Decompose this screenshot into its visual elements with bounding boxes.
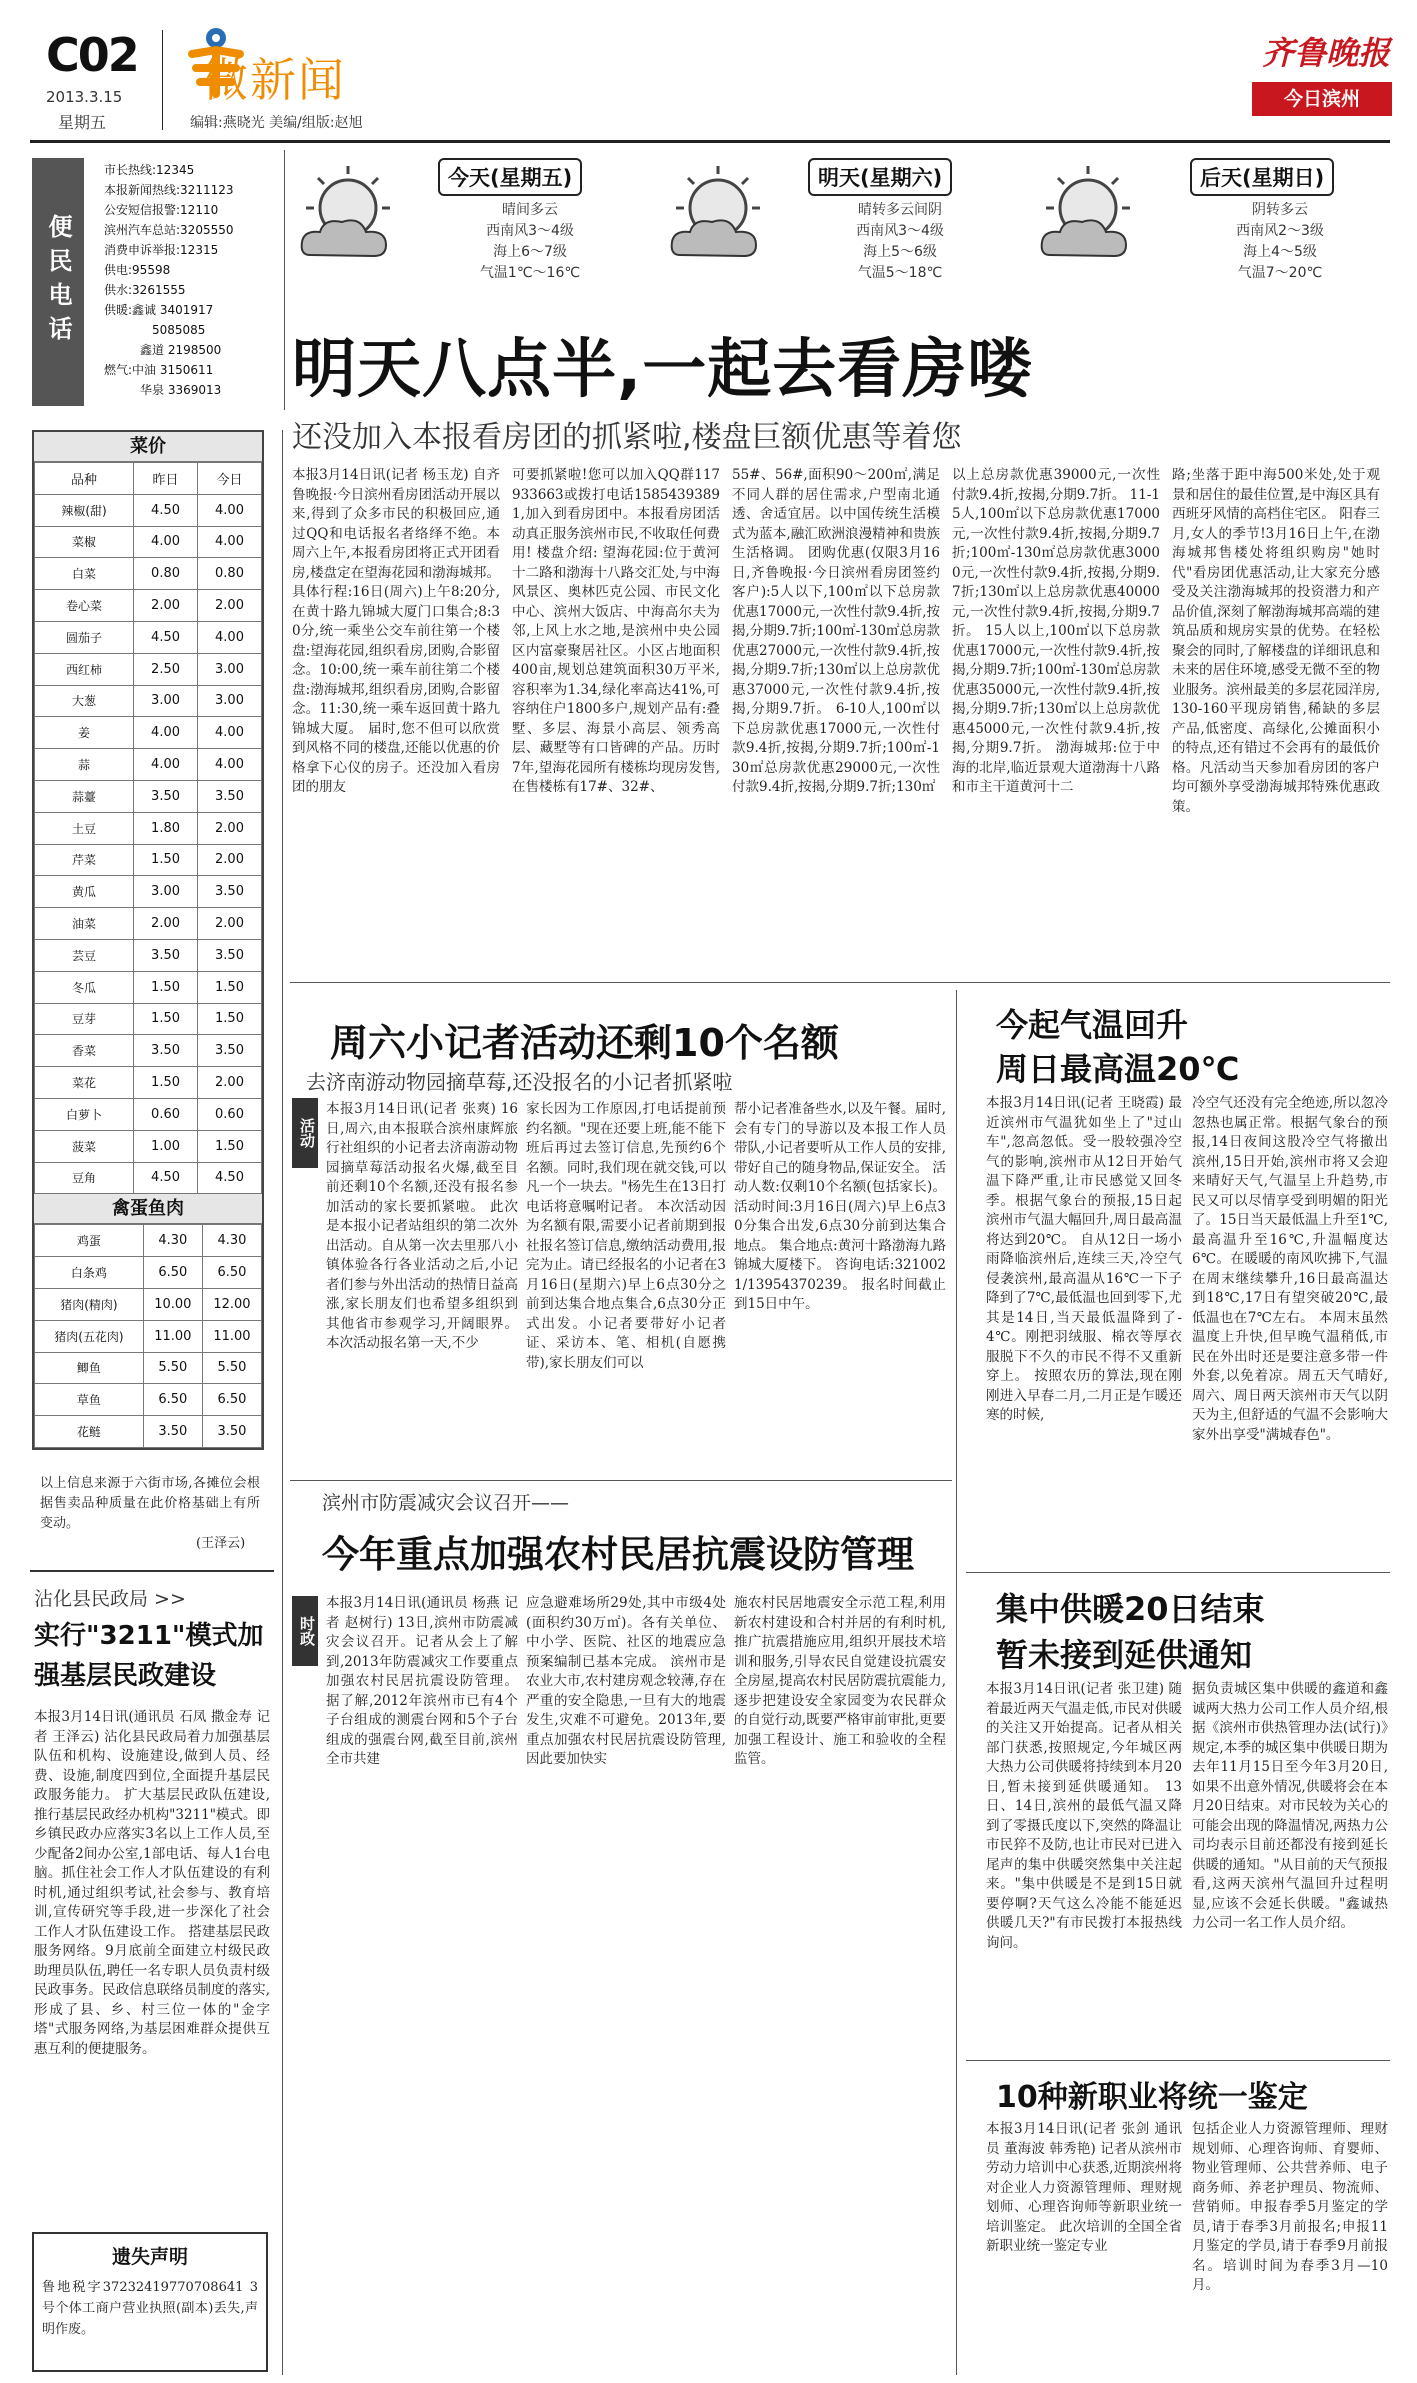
price-note: 以上信息来源于六街市场,各摊位会根据售卖品种质量在此价格基础上有所变动。 [40,1476,260,1531]
price-yesterday: 4.30 [143,1225,202,1257]
weather-day-after-label: 后天(星期日) [1190,158,1334,196]
price-item-name: 大葱 [35,685,134,717]
price-today: 2.00 [198,844,262,876]
weather-condition: 阴转多云 [1252,202,1308,218]
price-item-name: 鸡蛋 [35,1225,144,1257]
weather-wind: 西南风3～4级 [486,223,574,239]
weather-today-label: 今天(星期五) [438,158,582,196]
price-yesterday: 0.60 [134,1098,198,1130]
price-today: 3.50 [198,780,262,812]
price-yesterday: 3.50 [134,939,198,971]
temp-headline-2: 周日最高温20℃ [996,1050,1240,1088]
price-row [35,749,262,781]
price-yesterday: 4.50 [134,621,198,653]
price-item-name: 黄瓜 [35,876,134,908]
zhanhua-kicker: 沾化县民政局 >> [34,1588,186,1610]
heating-headline-1: 集中供暖20日结束 [996,1590,1265,1628]
price-yesterday: 1.80 [134,812,198,844]
weather-tomorrow-label: 明天(星期六) [808,158,952,196]
price-item-name: 猪肉(五花肉) [35,1320,144,1352]
hotline-item: 滨州汽车总站:3205550 [104,223,234,237]
price-yesterday: 4.50 [134,494,198,526]
price-yesterday: 3.50 [134,1035,198,1067]
page-weekday: 星期五 [58,113,107,132]
price-yesterday: 1.50 [134,1003,198,1035]
price-item-name: 蒜 [35,749,134,781]
heating-col-1: 本报3月14日讯(记者 张卫建) 随着最近两天气温走低,市民对供暖的关注又开始提高。记者从相关部门获悉,按照规定,今年城区两大热力公司供暖将持续到本月20日,暂未接到延供暖通知。 13日、14日,滨州的最低气温又降到了零摄氏度以下,突然的降温让市民猝不及防,也让市民对已进入尾声的集中供暖突然集中关注起来。"集中供暖是不是到15日就要停啊?天气这么冷能不能延迟供暖几天?"有市民拨打本报热线询问。 [986,1681,1182,1951]
lead-col-5: 路;坐落于距中海500米处,处于观景和居住的最佳位置,是中海区具有西班牙风情的高档住宅区。 阳春三月,女人的季节!3月16日上午,在渤海城邦售楼处将组织购房"她时代"看房团优惠活动,让大家充分感受及关注渤海城邦的投资潜力和产品价值,深刻了解渤海城邦高端的建筑品质和规房实景的优势。在轻松聚会的同时,了解楼盘的详细讯息和未来的居住环境,感受无微不至的物业服务。滨州最美的多层花园洋房,130-160平现房销售,稀缺的多层产品,低密度、高绿化,公摊面积小的特点,还有错过不会再有的最低价格。凡活动当天参加看房团的客户均可额外享受渤海城邦特殊优惠政策。 [1172,467,1380,815]
price-header-row [35,463,262,495]
jobs-col-2: 包括企业人力资源管理师、理财规划师、心理咨询师、育婴师、物业管理师、公共营养师、电子商务师、养老护理员、物流师、营销师。申报春季5月鉴定的学员,请于春季3月前报名;申报11月鉴定的学员,请于春季9月前报名。培训时间为春季3月—10月。 [1192,2121,1388,2293]
page-date: 2013.3.15 [46,88,123,106]
weather-today [290,150,635,290]
kids-subheadline: 去济南游动物园摘草莓,还没报名的小记者抓紧啦 [306,1070,733,1094]
hotline-item: 鑫道 2198500 [140,343,222,357]
price-yesterday: 2.00 [134,908,198,940]
price-item-name: 卷心菜 [35,590,134,622]
price-today: 0.80 [198,558,262,590]
hotline-item: 公安短信报警:12110 [104,203,219,217]
lead-col-4: 以上总房款优惠39000元,一次性付款9.4折,按揭,分期9.7折。 11-15人,100㎡以下总房款优惠17000元,一次性付款9.4折,按揭,分期9.7折;100㎡-130㎡总房款优惠30000元,一次性付款9.4折,按揭,分期9.7折;130㎡以上总房款优惠40000元,一次性付款9.4折,按揭,分期9.7折。 15人以上,100㎡以下总房款优惠17000元,一次性付款9.4折,按揭,分期9.7折;100㎡-130㎡总房款优惠35000元,一次性付款9.4折,按揭,分期9.7折;130㎡以上总房款优惠45000元,一次性付款9.4折,按揭,分期9.7折。 渤海城邦:位于中海的北岸,临近景观大道渤海十八路和市主干道黄河十二 [952,467,1160,795]
weather-condition: 晴间多云 [502,202,558,218]
hotline-item: 燃气:中油 3150611 [104,363,214,377]
price-yesterday: 4.50 [134,1162,198,1194]
hotline-item: 市长热线:12345 [104,163,195,177]
price-today: 5.50 [202,1352,261,1384]
price-item-name: 辣椒(甜) [35,494,134,526]
sun-cloud-icon [1030,160,1150,270]
meat-table-title: 禽蛋鱼肉 [34,1194,262,1224]
price-row [35,1162,262,1194]
quake-headline: 今年重点加强农村民居抗震设防管理 [322,1533,914,1576]
price-item-name: 菠菜 [35,1130,134,1162]
quake-col-2: 应急避难场所29处,其中市级4处(面积约30万㎡)。各有关单位、中小学、医院、社区的地震应急预案编制已基本完成。 滨州市是农业大市,农村建房观念较薄,存在严重的安全隐患,一旦有大的地震发生,灾难不可避免。2013年,要重点加强农村民居抗震设防管理,因此要加快实 [526,1595,726,1767]
lead-col-2: 可要抓紧啦!您可以加入QQ群117933663或拨打电话15854393891,加入到看房团中。本报看房团活动真正服务滨州市民,不收取任何费用! 楼盘介绍: 望海花园:位于黄河十二路和渤海十八路交汇处,与中海风景区、奥林匹克公园、市民文化中心、滨州大饭店、中海高尔夫为邻,上风上水之地,是滨州中央公园区内富豪聚居社区。小区占地面积400亩,规划总建筑面积30万平米,容积率为1.34,绿化率高达41%,可容纳住户1800多户,规划产品有:叠墅、多层、海景小高层、领秀高层、藏墅等有口皆碑的产品。历时7年,望海花园所有楼栋均现房发售,在售楼栋有17#、32#、 [512,467,720,795]
price-today: 4.00 [198,749,262,781]
price-item-name: 花鲢 [35,1416,144,1448]
price-today: 1.50 [198,1130,262,1162]
price-row [35,1130,262,1162]
politics-tag: 时政 [292,1596,318,1666]
price-yesterday: 2.50 [134,653,198,685]
lead-col-3: 55#、56#,面积90～200㎡,满足不同人群的居住需求,户型南北通透、舍适宜居。以中国传统生活模式为蓝本,融汇欧洲浪漫精神和贵族生活格调。 团购优惠(仅限3月16日,齐鲁晚报·今日滨州看房团签约客户):5人以下,100㎡以下总房款优惠17000元,一次性付款9.4折,按揭,分期9.7折;100㎡-130㎡总房款优惠27000元,一次性付款9.4折,按揭,分期9.7折;130㎡以上总房款优惠37000元,一次性付款9.4折,按揭,分期9.7折。 6-10人,100㎡以下总房款优惠17000元,一次性付款9.4折,按揭,分期9.7折;100㎡-130㎡总房款优惠29000元,一次性付款9.4折,按揭,分期9.7折;130㎡ [732,467,940,795]
price-row [35,1416,262,1448]
activity-tag: 活动 [292,1098,318,1168]
price-author: (王泽云) [196,1536,246,1551]
price-item-name: 白菜 [35,558,134,590]
price-item-name: 冬瓜 [35,971,134,1003]
weather-sea: 海上5～6级 [863,244,937,260]
loss-notice-title: 遗失声明 [111,2246,188,2268]
zhanhua-headline: 实行"3211"模式加强基层民政建设 [34,1621,264,1691]
kids-col-1: 本报3月14日讯(记者 张爽) 16日,周六,由本报联合滨州康辉旅行社组织的小记者去济南游动物园摘草莓活动报名火爆,截至目前还剩10个名额,还没有报名参加活动的家长要抓紧啦。 此次是本报小记者站组织的第二次外出活动。自从第一次去里那八小镇体验各行各业活动之后,小记者们参与外出活动的热情日益高涨,家长朋友们也希望多组织到其他省市参观学习,开阔眼界。本次活动报名第一天,不少 [326,1101,518,1351]
price-today: 2.00 [198,812,262,844]
weather-day-after [1030,150,1390,290]
hotline-item: 供水:3261555 [104,283,186,297]
price-today: 6.50 [202,1384,261,1416]
quake-col-3: 施农村民居地震安全示范工程,利用新农村建设和合村并居的有利时机,推广抗震措施应用,组织开展技术培训和服务,引导农民自觉建设抗震安全房屋,提高农村民居防震抗震能力,逐步把建设安全家园变为农民群众的自觉行动,既要严格审前审批,更要加强工程设计、施工和验收的全程监管。 [734,1595,946,1767]
price-item-name: 鲫鱼 [35,1352,144,1384]
price-today: 4.50 [198,1162,262,1194]
price-today: 0.60 [198,1098,262,1130]
price-row [35,558,262,590]
price-item-name: 猪肉(精肉) [35,1288,144,1320]
price-row [35,908,262,940]
price-header-cell: 昨日 [134,463,198,495]
zhanhua-body: 本报3月14日讯(通讯员 石凤 撒金寿 记者 王泽云) 沾化县民政局着力加强基层队伍和机构、设施建设,做到人员、经费、设施,制度四到位,全面提升基层民政服务能力。 扩大基层民政队伍建设,推行基层民政经办机构"3211"模式。即乡镇民政办应落实3名以上工作人员,至少配备2间办公室,1部电话、每人1台电脑。抓住社会工作人才队伍建设的有利时机,通过组织考试,社会参与、教育培训,宣传研究等手段,进一步深化了社会工作人才队伍建设工作。 搭建基层民政服务网络。9月底前全面建立村级民政助理员队伍,聘任一名专职人员负责村级民政事务。民政信息联络员制度的落实,形成了县、乡、村三位一体的"金字塔"式服务网络,为基层困难群众提供互惠互利的便捷服务。 [34,1709,270,2057]
price-item-name: 白萝卜 [35,1098,134,1130]
loss-notice-body: 鲁地税字37232419770708641 3号个体工商户营业执照(副本)丢失,声明作废。 [42,2280,258,2337]
heating-col-2: 据负责城区集中供暖的鑫道和鑫诚两大热力公司工作人员介绍,根据《滨州市供热管理办法(试行)》规定,本季的城区集中供暖日期为去年11月15日至今年3月20日,如果不出意外情况,供暖将会在本月20日结束。对市民较为关心的可能会出现的降温情况,两热力公司均表示目前还都没有接到延长供暖的通知。"从目前的天气预报看,这两天滨州气温回升过程明显,应该不会延长供暖。"鑫诚热力公司一名工作人员介绍。 [1192,1681,1388,1931]
price-yesterday: 3.00 [134,876,198,908]
weather-temp: 气温1℃～16℃ [479,265,581,281]
price-row [35,1067,262,1099]
price-row [35,653,262,685]
price-row [35,717,262,749]
price-row [35,1098,262,1130]
price-today: 3.50 [198,939,262,971]
price-item-name: 姜 [35,717,134,749]
loss-notice [32,2232,268,2372]
price-today: 6.50 [202,1257,261,1289]
price-yesterday: 1.50 [134,971,198,1003]
kids-col-3: 帮小记者准备些水,以及午餐。届时,会有专门的导游以及本报工作人员带队,小记者要听从工作人员的安排,带好自己的随身物品,保证安全。 活动人数:仅剩10个名额(包括家长)。 活动时间:3月16日(周六)早上6点30分集合出发,6点30分前到达集合地点。 集合地点:黄河十路渤海九路锦城大厦楼下。 咨询电话:3210021/13954370239。 报名时间截止到15日中午。 [734,1101,946,1312]
section-logo [182,24,452,107]
price-item-name: 芸豆 [35,939,134,971]
price-item-name: 豆芽 [35,1003,134,1035]
hotline-label: 便民电话 [32,158,84,406]
price-yesterday: 10.00 [143,1288,202,1320]
price-item-name: 芹菜 [35,844,134,876]
price-today: 3.00 [198,685,262,717]
page-number: C02 [46,28,138,82]
hotline-item: 供电:95598 [104,263,171,277]
price-header-cell: 品种 [35,463,134,495]
price-table-title: 菜价 [34,432,262,462]
price-row [35,1225,262,1257]
price-today: 3.50 [198,876,262,908]
price-item-name: 土豆 [35,812,134,844]
price-today: 2.00 [198,908,262,940]
hotline-item: 5085085 [152,323,206,337]
price-today: 12.00 [202,1288,261,1320]
weather-wind: 西南风2～3级 [1236,223,1324,239]
price-row [35,621,262,653]
price-yesterday: 2.00 [134,590,198,622]
hotline-item: 本报新闻热线:3211123 [104,183,234,197]
price-item-name: 菜椒 [35,526,134,558]
price-row [35,971,262,1003]
price-row [35,1320,262,1352]
price-today: 4.00 [198,526,262,558]
quake-col-1: 本报3月14日讯(通讯员 杨燕 记者 赵树行) 13日,滨州市防震减灾会议召开。记者从会上了解到,2013年防震减灾工作要重点加强农村民居抗震设防管理。 据了解,2012年滨州市已有4个子台组成的测震台网和5个子台组成的强震台网,截至目前,滨州全市共建 [326,1595,518,1767]
heating-headline-2: 暂未接到延供通知 [996,1636,1253,1674]
price-item-name: 蒜薹 [35,780,134,812]
price-row [35,494,262,526]
price-item-name: 豆角 [35,1162,134,1194]
price-row [35,526,262,558]
price-item-name: 圆茄子 [35,621,134,653]
price-yesterday: 6.50 [143,1257,202,1289]
price-today: 3.50 [198,1035,262,1067]
weather-sea: 海上4～5级 [1243,244,1317,260]
price-yesterday: 5.50 [143,1352,202,1384]
lead-subheadline: 还没加入本报看房团的抓紧啦,楼盘巨额优惠等着您 [292,420,962,455]
lead-col-1: 本报3月14日讯(记者 杨玉龙) 自齐鲁晚报·今日滨州看房团活动开展以来,得到了众多市民的积极回应,通过QQ和电话报名者络绎不绝。本周六上午,本报看房团将正式开团看房,楼盘定在望海花园和渤海城邦。 具体行程:16日(周六)上午8:20分,在黄十路九锦城大厦门口集合;8:30分,统一乘坐公交车前往第一个楼盘:望海花园,组织看房,团购,合影留念。10:00,统一乘车前往第二个楼盘:渤海城邦,组织看房,团购,合影留念。11:30,统一乘车返回黄十路九锦城大厦。 届时,您不但可以欣赏到风格不同的楼盘,还能以优惠的价格拿下心仪的房子。还没加入看房团的朋友 [292,467,500,795]
weather-sea: 海上6～7级 [493,244,567,260]
price-today: 2.00 [198,590,262,622]
weather-condition: 晴转多云间阴 [858,202,942,218]
price-row [35,812,262,844]
editors-line: 编辑:燕晓光 美编/组版:赵旭 [190,115,363,131]
price-row [35,1384,262,1416]
price-today: 1.50 [198,1003,262,1035]
price-yesterday: 11.00 [143,1320,202,1352]
price-today: 2.00 [198,1067,262,1099]
hotline-item: 供暖:鑫诚 3401917 [104,303,214,317]
price-row [35,1288,262,1320]
price-today: 11.00 [202,1320,261,1352]
temp-col-2: 冷空气还没有完全绝迹,所以忽冷忽热也属正常。根据气象台的预报,14日夜间这股冷空气将撤出滨州,15日开始,滨州市将又会迎来晴好天气,气温呈上升趋势,市民又可以尽情享受到明媚的阳光了。15日当天最低温上升至1℃,最高温升至16℃,升温幅度达6℃。在暖暖的南风吹拂下,气温在周末继续攀升,16日最高温达到18℃,17日有望突破20℃,最低温也在7℃左右。 本周末虽然温度上升快,但早晚气温稍低,市民在外出时还是要注意多带一件外套,以免着凉。周五天气晴好,周六、周日两天滨州市天气以阴天为主,但舒适的气温不会影响大家外出享受"满城春色"。 [1192,1095,1388,1443]
price-row [35,590,262,622]
temp-headline-1: 今起气温回升 [996,1006,1189,1044]
price-today: 4.00 [198,621,262,653]
edition-badge: 今日滨州 [1252,82,1392,116]
hotline-list [104,160,272,400]
jobs-headline: 10种新职业将统一鉴定 [996,2080,1308,2115]
jobs-col-1: 本报3月14日讯(记者 张剑 通讯员 董海波 韩秀艳) 记者从滨州市劳动力培训中心获悉,近期滨州将对企业人力资源管理师、理财规划师、心理咨询师等新职业统一培训鉴定。 此次培训的全国全省新职业统一鉴定专业 [986,2121,1182,2254]
paper-name: 齐鲁晚报 [1262,34,1391,72]
kids-col-2: 家长因为工作原因,打电话提前预约名额。"现在还要上班,能不能下班后再过去签订信息,先预约6个名额。同时,我们现在就交钱,可以凡一个一块去。"杨先生在13日打电话将意嘱咐记者。 本次活动因为名额有限,需要小记者前期到报社报名签订信息,缴纳活动费用,报完为止。请已经报名的小记者在3月16日(星期六)早上6点30分之前到达集合地点集合,6点30分正式出发。小记者要带好小记者证、采访本、笔、相机(自愿携带),家长朋友们可以 [526,1101,726,1371]
price-row [35,1035,262,1067]
price-row [35,1257,262,1289]
price-yesterday: 4.00 [134,717,198,749]
price-yesterday: 3.00 [134,685,198,717]
price-yesterday: 0.80 [134,558,198,590]
price-yesterday: 6.50 [143,1384,202,1416]
price-item-name: 草鱼 [35,1384,144,1416]
quake-kicker: 滨州市防震减灾会议召开—— [322,1492,570,1514]
price-today: 4.00 [198,494,262,526]
price-yesterday: 3.50 [143,1416,202,1448]
price-yesterday: 4.00 [134,749,198,781]
price-item-name: 香菜 [35,1035,134,1067]
weather-temp: 气温5～18℃ [857,265,943,281]
price-yesterday: 4.00 [134,526,198,558]
sun-cloud-icon [290,160,410,270]
price-today: 1.50 [198,971,262,1003]
price-yesterday: 1.50 [134,1067,198,1099]
hotline-item: 消费申诉举报:12315 [104,243,219,257]
lead-headline: 明天八点半,一起去看房喽 [292,333,1033,407]
price-item-name: 白条鸡 [35,1257,144,1289]
price-item-name: 菜花 [35,1067,134,1099]
price-row [35,1003,262,1035]
section-title: 微新闻 [202,53,346,107]
temp-col-1: 本报3月14日讯(记者 王晓霞) 最近滨州市气温犹如坐上了"过山车",忽高忽低。受一股较强冷空气的影响,滨州市从12日开始气温下降严重,让市民感觉又回冬季。根据气象台的预报,15日起滨州市气温大幅回升,周日最高温将达到20℃。 自从12日一场小雨降临滨州后,连续三天,冷空气侵袭滨州,最高温从16℃一下子降到了7℃,最低温也回到零下,尤其是14日,当天最低温降到了-4℃。刚把羽绒服、棉衣等厚衣服脱下不久的市民不得不又重新穿上。 按照农历的算法,现在刚刚进入早春二月,二月正是乍暖还寒的时候, [986,1095,1182,1423]
price-item-name: 油菜 [35,908,134,940]
price-today: 4.30 [202,1225,261,1257]
price-row [35,939,262,971]
price-yesterday: 1.50 [134,844,198,876]
hotline-item: 华泉 3369013 [140,383,222,397]
price-header-cell: 今日 [198,463,262,495]
sun-cloud-icon [660,160,780,270]
price-row [35,1352,262,1384]
price-table [32,430,264,1450]
price-row [35,876,262,908]
price-today: 3.00 [198,653,262,685]
weather-temp: 气温7～20℃ [1237,265,1323,281]
price-row [35,780,262,812]
weather-tomorrow [640,150,1020,290]
price-item-name: 西红柿 [35,653,134,685]
weather-wind: 西南风3～4级 [856,223,944,239]
price-yesterday: 1.00 [134,1130,198,1162]
price-today: 4.00 [198,717,262,749]
kids-headline: 周六小记者活动还剩10个名额 [330,1021,839,1065]
price-row [35,844,262,876]
price-row [35,685,262,717]
price-today: 3.50 [202,1416,261,1448]
price-yesterday: 3.50 [134,780,198,812]
